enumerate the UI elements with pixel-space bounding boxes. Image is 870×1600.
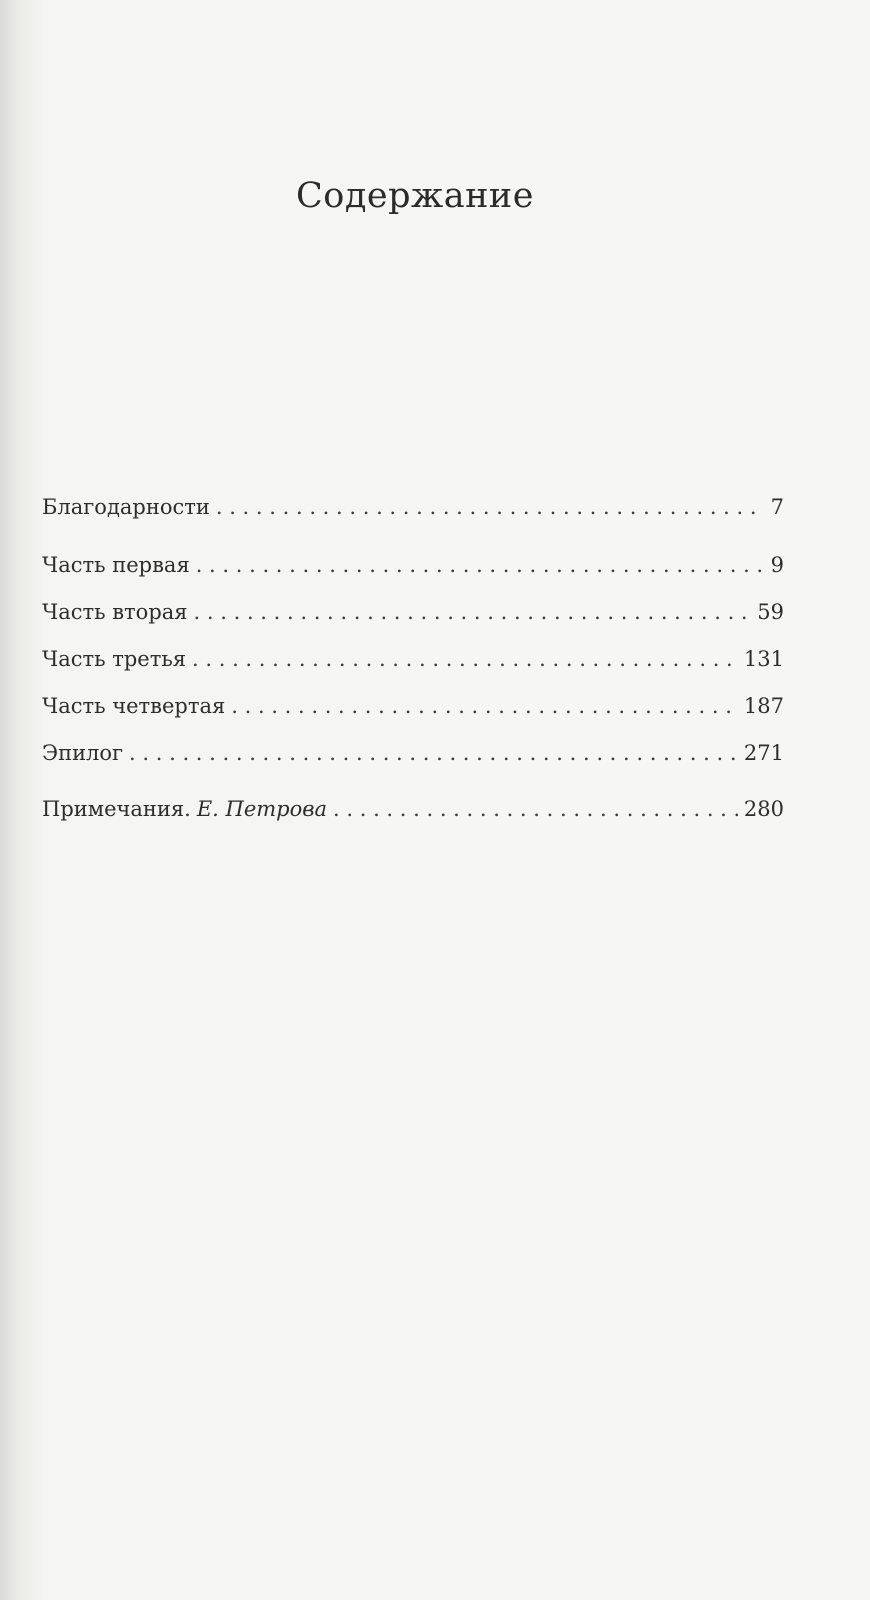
toc-entry-page: 59 <box>757 600 784 624</box>
toc-entry-part-two[interactable] <box>42 597 784 627</box>
toc-entry-epilogue[interactable] <box>42 738 784 768</box>
page-title: Содержание <box>296 176 534 216</box>
toc-entry-label: Часть третья <box>42 647 187 671</box>
toc-entry-part-one[interactable] <box>42 550 784 580</box>
table-of-contents <box>42 492 784 824</box>
toc-entry-page: 131 <box>743 647 784 671</box>
toc-entry-page: 187 <box>743 694 784 718</box>
dot-leader <box>216 492 765 522</box>
toc-entry-label: Часть вторая <box>42 600 188 624</box>
toc-entry-page: 7 <box>770 495 784 519</box>
dot-leader <box>129 738 738 768</box>
dot-leader <box>192 644 738 674</box>
toc-entry-page: 9 <box>770 553 784 577</box>
dot-leader <box>333 794 738 824</box>
dot-leader <box>194 597 752 627</box>
toc-entry-page: 280 <box>743 797 784 821</box>
toc-entry-acknowledgements[interactable] <box>42 492 784 522</box>
toc-entry-label: Благодарности <box>42 495 210 519</box>
toc-entry-page: 271 <box>743 741 784 765</box>
toc-entry-author: Е. Петрова <box>196 797 328 821</box>
toc-entry-label: Часть четвертая <box>42 694 226 718</box>
toc-entry-label: Эпилог <box>42 741 124 765</box>
toc-entry-part-four[interactable] <box>42 691 784 721</box>
dot-leader <box>196 550 765 580</box>
toc-entry-part-three[interactable] <box>42 644 784 674</box>
toc-entry-notes[interactable] <box>42 794 784 824</box>
toc-entry-label: Примечания. <box>42 797 191 821</box>
dot-leader <box>231 691 738 721</box>
toc-entry-label: Часть первая <box>42 553 190 577</box>
